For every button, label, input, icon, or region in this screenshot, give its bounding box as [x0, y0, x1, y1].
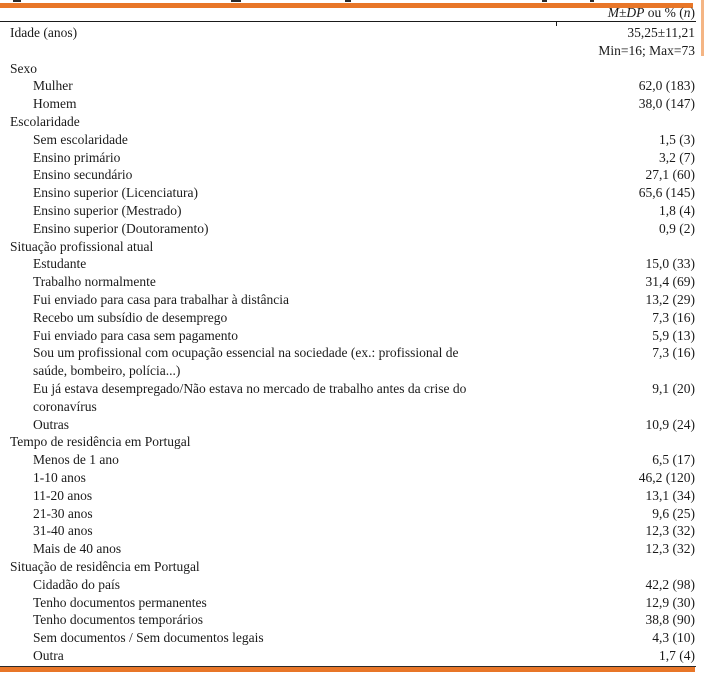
orange-bottom-rule [0, 667, 695, 672]
row-label: Ensino superior (Licenciatura) [33, 185, 198, 201]
table-row [0, 451, 704, 469]
row-label: Outras [33, 416, 69, 432]
row-value: 5,9 (13) [652, 327, 695, 343]
row-label [0, 344, 459, 380]
table-row [0, 255, 704, 273]
row-value: 38,0 (147) [638, 96, 695, 112]
row-label-line2: coronavírus [33, 398, 97, 414]
row-label-line1: Sou um profissional com ocupação essencial na sociedade (ex.: profissional de [33, 345, 459, 361]
table-row [0, 291, 704, 309]
row-label: Sem escolaridade [33, 131, 128, 147]
row-label: Situação profissional atual [10, 238, 154, 254]
table-row [0, 594, 704, 612]
row-label: Tenho documentos temporários [33, 612, 204, 628]
table-row [0, 60, 704, 78]
table-row [0, 166, 704, 184]
row-value: 7,3 (16) [652, 309, 695, 325]
row-value: 12,3 (32) [645, 523, 695, 539]
table-row [0, 380, 704, 416]
row-label: Ensino superior (Mestrado) [33, 202, 182, 218]
row-label: 31-40 anos [33, 523, 93, 539]
table-row [0, 433, 704, 451]
cut-caption-remnant [345, 0, 351, 2]
table-row [0, 327, 704, 345]
header-n: n [683, 5, 691, 20]
row-value: 65,6 (145) [638, 185, 695, 201]
row-label: Recebo um subsídio de desemprego [33, 309, 228, 325]
table-row [0, 42, 704, 60]
table-row [0, 647, 704, 665]
cut-caption-remnant [542, 0, 547, 2]
row-label: Tempo de residência em Portugal [10, 434, 191, 450]
table-row [0, 344, 704, 380]
row-label: Mais de 40 anos [33, 541, 122, 557]
row-value: 42,2 (98) [645, 576, 695, 592]
sociodemographic-table [0, 24, 704, 665]
row-label: Situação de residência em Portugal [10, 558, 200, 574]
row-label [0, 380, 466, 416]
table-row [0, 202, 704, 220]
row-value: 1,7 (4) [659, 647, 695, 663]
table-row [0, 416, 704, 434]
cut-caption-remnant [590, 0, 594, 2]
row-value: Min=16; Max=73 [598, 42, 695, 58]
table-row [0, 273, 704, 291]
row-value: 3,2 (7) [659, 149, 695, 165]
row-label-line2: saúde, bombeiro, polícia...) [33, 363, 181, 379]
table-row [0, 629, 704, 647]
row-label: Mulher [33, 78, 73, 94]
table-row [0, 576, 704, 594]
value-column-header [608, 5, 695, 21]
row-label: Ensino superior (Doutoramento) [33, 220, 209, 236]
cut-caption-remnant [13, 0, 21, 2]
table-row [0, 113, 704, 131]
row-label: 1-10 anos [33, 469, 86, 485]
table-row [0, 184, 704, 202]
row-label: Escolaridade [10, 113, 80, 129]
table-row [0, 522, 704, 540]
row-value: 31,4 (69) [645, 274, 695, 290]
row-value: 13,1 (34) [645, 487, 695, 503]
table-row [0, 238, 704, 256]
row-label: Estudante [33, 256, 87, 272]
cut-caption-remnant [231, 0, 241, 2]
row-label: 11-20 anos [33, 487, 93, 503]
row-label: Homem [33, 96, 77, 112]
row-value: 13,2 (29) [645, 291, 695, 307]
row-value: 1,5 (3) [659, 131, 695, 147]
row-label: Outra [33, 647, 64, 663]
row-label: Fui enviado para casa para trabalhar à distância [33, 291, 289, 307]
row-value: 12,9 (30) [645, 594, 695, 610]
header-close-paren: ) [690, 5, 695, 20]
row-label: Trabalho normalmente [33, 274, 156, 290]
row-label: Ensino primário [33, 149, 121, 165]
row-value: 6,5 (17) [652, 452, 695, 468]
row-value: 27,1 (60) [645, 167, 695, 183]
table-row [0, 77, 704, 95]
row-value: 12,3 (32) [645, 541, 695, 557]
table-row [0, 611, 704, 629]
row-value: 0,9 (2) [659, 220, 695, 236]
table-row [0, 469, 704, 487]
header-rule [0, 21, 696, 22]
table-row [0, 131, 704, 149]
row-label: 21-30 anos [33, 505, 93, 521]
header-mdp: M±DP [607, 5, 645, 20]
row-value: 9,1 (20) [652, 380, 695, 396]
row-label: Cidadão do país [33, 576, 120, 592]
table-row [0, 558, 704, 576]
row-value: 46,2 (120) [638, 469, 695, 485]
table-row [0, 487, 704, 505]
row-label: Menos de 1 ano [33, 452, 119, 468]
row-value: 62,0 (183) [638, 78, 695, 94]
table-row [0, 540, 704, 558]
row-label: Idade (anos) [10, 25, 78, 40]
row-label: Ensino secundário [33, 167, 133, 183]
row-value: 7,3 (16) [652, 345, 695, 361]
row-label: Sem documentos / Sem documentos legais [33, 630, 264, 646]
row-value: 35,25±11,21 [627, 25, 695, 40]
row-value: 10,9 (24) [645, 416, 695, 432]
row-value: 4,3 (10) [652, 630, 695, 646]
row-value: 15,0 (33) [645, 256, 695, 272]
table-row [0, 309, 704, 327]
table-row [0, 220, 704, 238]
row-label: Tenho documentos permanentes [33, 594, 207, 610]
row-label: Sexo [10, 60, 37, 76]
row-label: Fui enviado para casa sem pagamento [33, 327, 239, 343]
orange-top-rule [0, 3, 693, 8]
row-value: 9,6 (25) [652, 505, 695, 521]
row-label-line1: Eu já estava desempregado/Não estava no mercado de trabalho antes da crise do [33, 380, 467, 396]
table-row [0, 505, 704, 523]
table-row [0, 95, 704, 113]
table-row [0, 149, 704, 167]
table-row [0, 24, 704, 42]
header-ou-pct: ou % ( [644, 5, 684, 20]
row-value: 1,8 (4) [659, 202, 695, 218]
row-value: 38,8 (90) [645, 612, 695, 628]
